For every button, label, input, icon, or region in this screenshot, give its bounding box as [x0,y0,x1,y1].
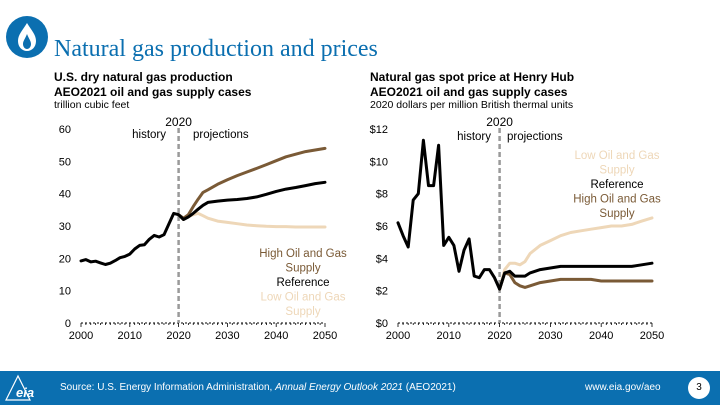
footer-url-link[interactable]: www.eia.gov/aeo [585,382,661,393]
price-x-tick-label: 2050 [639,330,665,342]
production-y-tick-label: 20 [58,253,71,266]
production-projections-label: projections [193,129,249,141]
price-y-tick-label: $2 [375,285,388,298]
price-history-label: history [457,131,491,143]
price-projections-label: projections [507,131,563,143]
production-x-tick-label: 2010 [117,330,143,342]
page-number: 3 [688,377,710,399]
price-x-tick-label: 2010 [436,330,462,342]
price-y-tick-label: $10 [369,156,388,169]
left-chart-title-line-2: AEO2021 oil and gas supply cases [54,85,252,99]
production-y-tick-label: 60 [58,124,71,136]
production-y-tick-label: 30 [58,221,71,233]
production-divider-year-label: 2020 [165,115,192,129]
price-y-tick-label: $8 [375,188,388,201]
production-y-tick-label: 10 [58,285,71,298]
price-legend-reference: Reference [590,179,644,191]
price-y-tick-label: $12 [369,124,388,136]
production-x-tick-label: 2030 [215,330,240,342]
right-chart-units: 2020 dollars per million British thermal units [370,99,574,111]
footer-source-suffix: (AEO2021) [402,382,456,393]
production-legend-reference: Reference [276,277,330,289]
left-chart-title-line-1: U.S. dry natural gas production [54,70,233,84]
production-history-label: history [132,129,166,141]
production-x-tick-label: 2040 [263,330,289,342]
production-legend-low-oil-gas-supply: Low Oil and Gas [260,291,346,304]
production-y-tick-label: 0 [64,318,71,330]
price-legend-low-oil-gas-supply: Supply [599,164,635,177]
price-divider-year-label: 2020 [486,115,513,129]
svg-text:eia: eia [16,385,35,400]
price-x-tick-label: 2040 [588,330,614,342]
price-y-tick-label: $0 [375,318,388,330]
footer-source-publication: Annual Energy Outlook 2021 [275,382,403,393]
production-series-low-oil-gas-supply [179,213,325,227]
price-x-tick-label: 2000 [385,330,411,342]
production-legend-high-oil-gas-supply: High Oil and Gas [259,248,347,260]
production-x-tick-label: 2000 [68,330,94,342]
price-x-tick-label: 2030 [538,330,563,342]
left-chart-units: trillion cubic feet [54,99,130,111]
production-x-tick-label: 2050 [312,330,338,342]
price-x-tick-label: 2020 [487,330,512,342]
production-y-tick-label: 50 [58,156,71,169]
production-x-tick-label: 2020 [166,330,191,342]
right-chart-title-line-1: Natural gas spot price at Henry Hub [370,70,575,84]
price-legend-high-oil-gas-supply: High Oil and Gas [573,193,661,206]
eia-footer-logo-icon [2,372,46,404]
production-y-tick-label: 40 [58,188,71,201]
price-y-tick-label: $4 [375,253,388,266]
production-legend-high-oil-gas-supply: Supply [285,262,321,275]
footer-source-prefix: Source: U.S. Energy Information Administration, [60,382,276,393]
price-legend-low-oil-gas-supply: Low Oil and Gas [574,150,660,162]
price-y-tick-label: $6 [375,221,388,233]
footer-source [60,382,456,393]
production-legend-low-oil-gas-supply: Supply [285,306,321,318]
price-legend-high-oil-gas-supply: Supply [599,208,635,220]
slide-title: Natural gas production and prices [54,36,378,62]
right-chart-title-line-2: AEO2021 oil and gas supply cases [370,85,568,99]
